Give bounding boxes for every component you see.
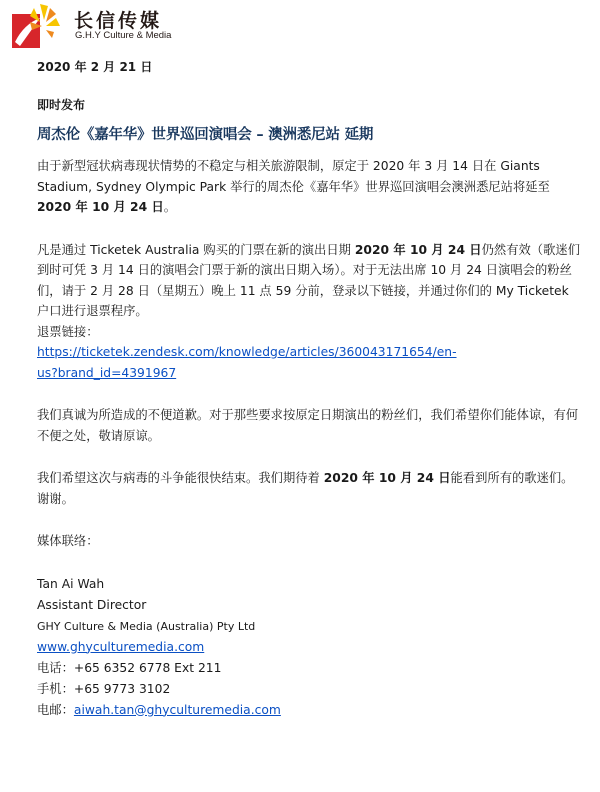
mobile-number: +65 9773 3102 [73,681,171,696]
logo-chinese-name: 长信传媒 [74,10,163,32]
contact-title: Assistant Director [37,597,147,612]
para4-text-b: 能看到所有的歌迷们。谢谢。 [37,471,574,506]
company-logo [10,2,210,52]
paragraph-postponement [37,156,582,218]
paragraph-apology: 我们真诚为所造成的不便道歉。对于那些要求按原定日期演出的粉丝们，我们希望你们能体谅，有何不便之处，敬请原谅。 [37,408,579,443]
para2-text-a: 凡是通过 Ticketek Australia 购买的门票在新的演出日期 [37,242,355,257]
release-body [37,56,582,721]
website-link[interactable]: www.ghyculturemedia.com [37,639,205,654]
para1-text-b: 。 [163,200,177,214]
para4-new-date: 2020 年 10 月 24 日 [323,471,451,485]
refund-url-line-2: us?brand_id=4391967 [37,365,177,380]
paragraph-tickets [37,240,582,322]
release-date: 2020 年 2 月 21 日 [37,60,153,74]
media-contact-label: 媒体联络： [37,534,99,548]
paragraph-closing [37,468,582,509]
mobile-label: 手机： [37,681,74,696]
contact-name: Tan Ai Wah [37,576,105,591]
para4-text-a: 我们希望这次与病毒的斗争能很快结束。我们期待着 [37,471,324,485]
para1-new-date: 2020 年 10 月 24 日 [37,200,164,214]
refund-link-label: 退票链接： [37,324,99,339]
para2-text-b: 仍然有效（歌迷们到时可凭 3 月 14 日的演唱会门票于新的演出日期入场）。对于无法出席 10 月 24 日演唱会的粉丝们，请于 2 月 28 日（星期五）晚上 11 点 59 分前，登录以下链接，并通过你们的 My Ticketek 户口进行退票程序。 [37,242,580,318]
refund-link[interactable] [37,345,457,380]
logo-english-name: G.H.Y Culture & Media [75,30,172,41]
email-label: 电邮： [37,702,74,717]
phone-label: 电话： [37,660,74,675]
para2-new-date: 2020 年 10 月 24 日 [354,242,482,257]
phone-row [37,658,582,679]
phone-number: +65 6352 6778 Ext 211 [73,660,222,675]
refund-link-row [37,342,582,383]
mobile-row [37,679,582,700]
immediate-release-label: 即时发布 [37,98,86,112]
headline: 周杰伦《嘉年华》世界巡回演唱会 – 澳洲悉尼站 延期 [37,127,374,143]
email-link[interactable]: aiwah.tan@ghyculturemedia.com [73,702,281,717]
email-row [37,700,582,721]
contact-block [37,574,582,721]
contact-company: GHY Culture & Media (Australia) Pty Ltd [37,619,256,633]
refund-url-line-1: https://ticketek.zendesk.com/knowledge/articles/360043171654/en- [37,345,457,359]
logo-emblem-icon [10,2,68,52]
para1-text-a: 由于新型冠状病毒现状情势的不稳定与相关旅游限制，原定于 2020 年 3 月 14 日在 Giants Stadium, Sydney Olympic Park 举行的周杰伦《嘉年华》世界巡回演唱会澳洲悉尼站将延至 [37,159,550,194]
